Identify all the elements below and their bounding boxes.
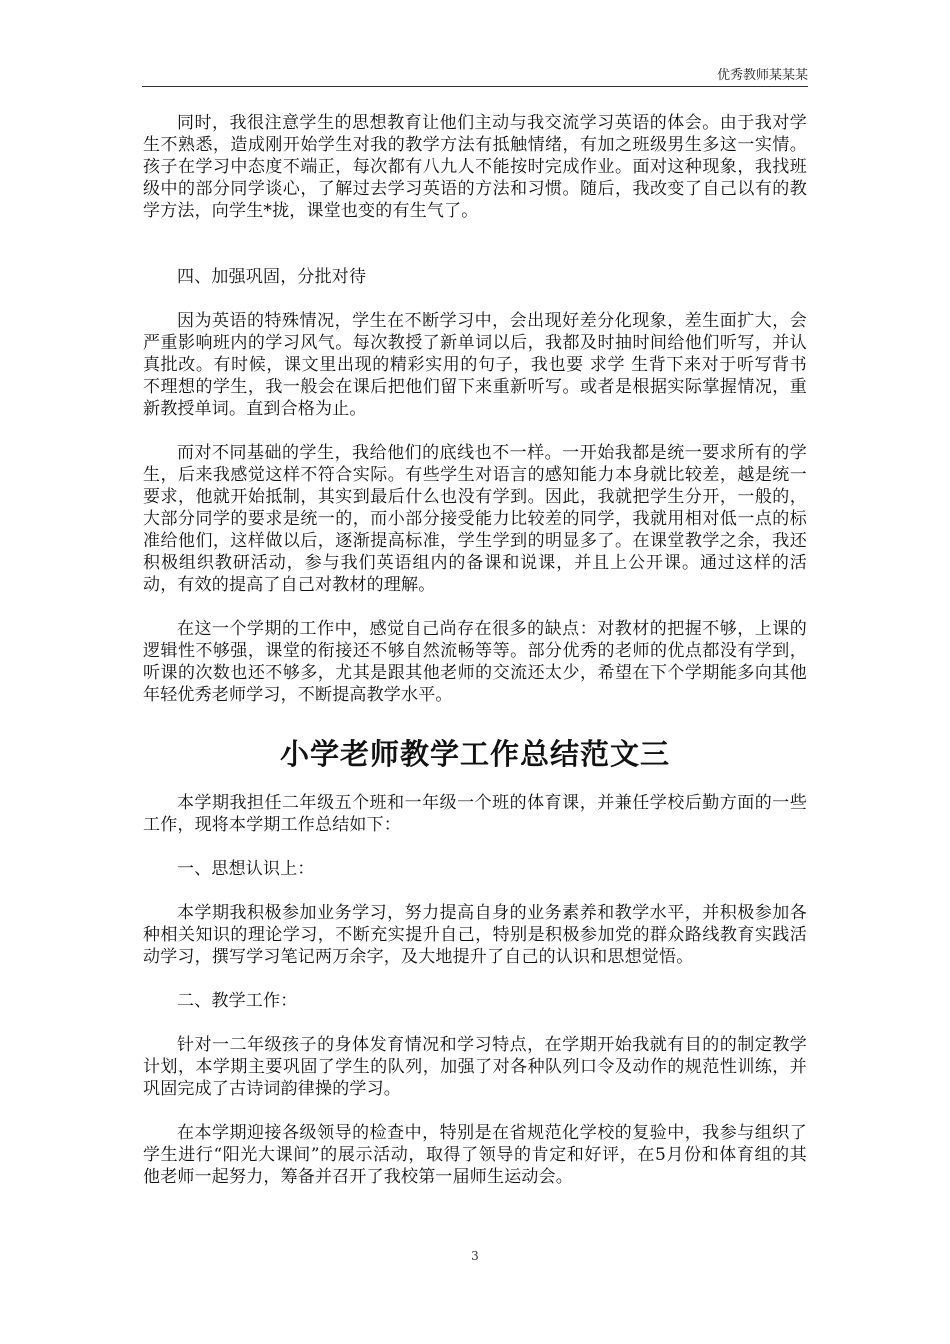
paragraph-dictation: 因为英语的特殊情况，学生在不断学习中，会出现好差分化现象，差生面扩大，会严重影响班内的学习风气。每次教授了新单词以后，我都及时抽时间给他们听写，并认真批改。有时候，课文里出现的精彩实用的句子，我也要 求学 生背下来对于听写背书不理想的学生，我一般会在课后把他们留下来重新听写。或者是根据实际掌握情况，重新教授单词。直到合格为止。	[143, 311, 807, 419]
paragraph-ideology: 本学期我积极参加业务学习，努力提高自身的业务素养和教学水平，并积极参加各种相关知识的理论学习，不断充实提升自己，特别是积极参加党的群众路线教育实践活动学习，撰写学习笔记两万余字，及大地提升了自己的认识和思想觉悟。	[143, 903, 807, 967]
header-author: 优秀教师某某某	[716, 68, 808, 83]
header-divider	[142, 86, 808, 87]
paragraph-intro: 本学期我担任二年级五个班和一年级一个班的体育课，并兼任学校后勤方面的一些工作，现将本学期工作总结如下：	[143, 793, 807, 835]
page-number: 3	[471, 1249, 479, 1263]
heading-teaching: 二、教学工作：	[177, 991, 298, 1011]
document-body	[143, 112, 807, 1188]
paragraph-inspection: 在本学期迎接各级领导的检查中，特别是在省规范化学校的复验中，我参与组织了学生进行“阳光大课间”的展示活动，取得了领导的肯定和好评，在5月份和体育组的其他老师一起努力，筹备并召开了我校第一届师生运动会。	[143, 1123, 807, 1187]
heading-strengthen-consolidation: 四、加强巩固，分批对待	[177, 267, 367, 287]
paragraph-shortcomings: 在这一个学期的工作中，感觉自己尚存在很多的缺点：对教材的把握不够，上课的逻辑性不够强，课堂的衔接还不够自然流畅等等。部分优秀的老师的优点都没有学到，听课的次数也还不够多，尤其是跟其他老师的交流还太少，希望在下个学期能多向其他年轻优秀老师学习，不断提高教学水平。	[143, 619, 807, 705]
heading-ideology: 一、思想认识上：	[177, 859, 315, 879]
paragraph-teaching-plan: 针对一二年级孩子的身体发育情况和学习特点，在学期开始我就有目的的制定教学计划，本学期主要巩固了学生的队列，加强了对各种队列口令及动作的规范性训练，并巩固完成了古诗词韵律操的学习。	[143, 1035, 807, 1099]
paragraph-student-communication: 同时，我很注意学生的思想教育让他们主动与我交流学习英语的体会。由于我对学生不熟悉，造成刚开始学生对我的教学方法有抵触情绪，有加之班级男生多这一实情。孩子在学习中态度不端正，每次都有八九人不能按时完成作业。面对这种现象，我找班级中的部分同学谈心，了解过去学习英语的方法和习惯。随后，我改变了自己以有的教学方法，向学生*拢，课堂也变的有生气了。	[143, 113, 807, 221]
paragraph-different-levels: 而对不同基础的学生，我给他们的底线也不一样。一开始我都是统一要求所有的学生，后来我感觉这样不符合实际。有些学生对语言的感知能力本身就比较差，越是统一要求，他就开始抵制，其实到最后什么也没有学到。因此，我就把学生分开，一般的，大部分同学的要求是统一的，而小部分接受能力比较差的同学，我就用相对低一点的标准给他们，这样做以后，逐渐提高标准，学生学到的明显多了。在课堂教学之余，我还积极组织教研活动，参与我们英语组内的备课和说课，并且上公开课。通过这样的活动，有效的提高了自己对教材的理解。	[143, 443, 807, 595]
section-title: 小学老师教学工作总结范文三	[279, 737, 670, 771]
